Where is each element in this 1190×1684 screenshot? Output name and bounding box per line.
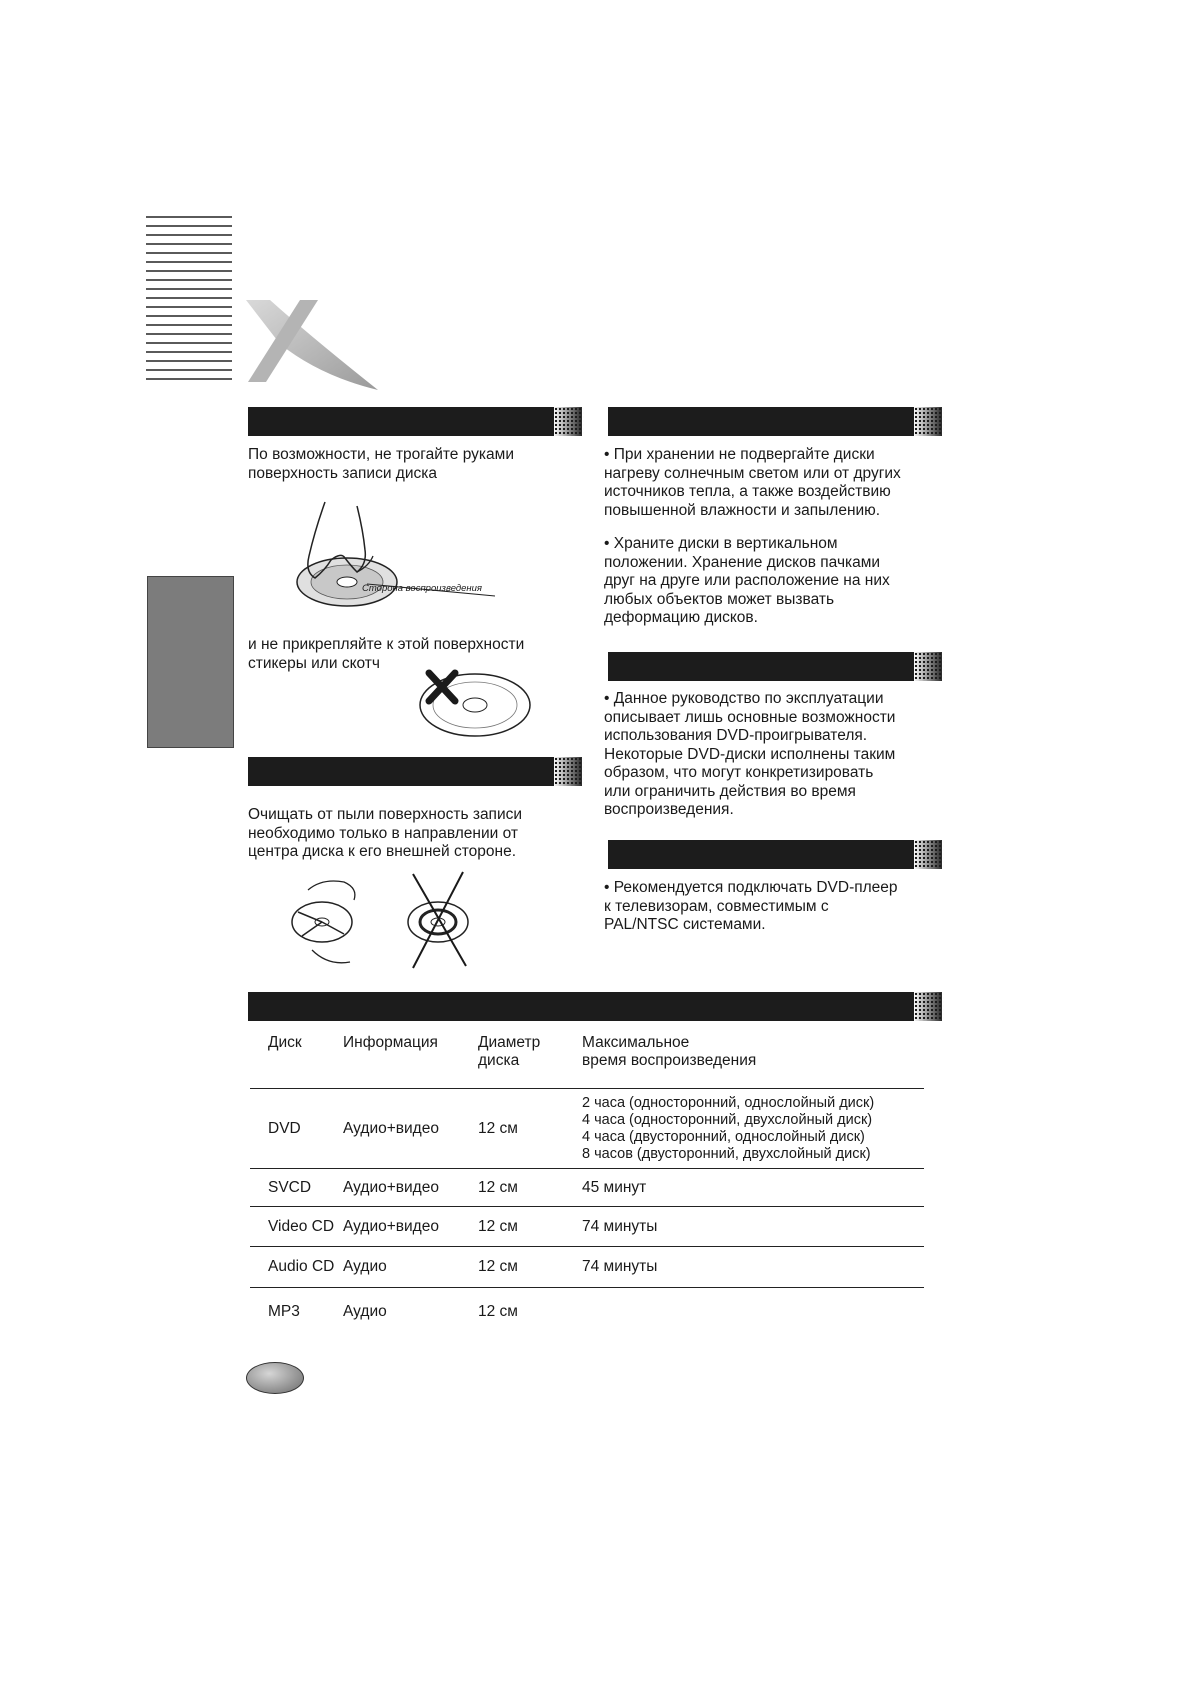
table-row xyxy=(250,1169,924,1207)
header-max-time: Максимальное время воспроизведения xyxy=(582,1034,757,1069)
page-number-oval xyxy=(246,1362,304,1394)
table-row xyxy=(250,1247,924,1288)
section-bar-tv xyxy=(608,840,942,869)
cell-time: 74 минуты xyxy=(582,1247,924,1288)
section-bar-storage xyxy=(608,407,942,436)
disc-no-sticker-illustration xyxy=(415,665,535,740)
table-row xyxy=(250,1207,924,1247)
manual-bullet: • Данное руководство по эксплуатации описывает лишь основные возможности использования DVD-проигрывателя. Некоторые DVD-диски исполнены таким образом, что могут конкретизировать или ограничить действия во время воспроизведения. xyxy=(604,690,896,818)
table-row xyxy=(250,1089,924,1169)
cell-disc: Video CD xyxy=(250,1207,343,1247)
cell-info: Аудио+видео xyxy=(343,1207,478,1247)
cell-disc: Audio CD xyxy=(250,1247,343,1288)
cell-diameter: 12 см xyxy=(478,1169,582,1207)
header-disc: Диск xyxy=(268,1034,302,1051)
handling-text-2: и не прикрепляйте к этой поверхности стикеры или скотч xyxy=(248,636,525,672)
storage-bullet-1: • При хранении не подвергайте диски нагреву солнечным светом или от других источников тепла, а также воздействию повышенной влажности и запылению. xyxy=(604,446,901,519)
hand-holding-disc-illustration xyxy=(285,500,500,620)
section-bar-disc-table xyxy=(248,992,942,1021)
cell-time: 2 часа (односторонний, однослойный диск) 4 часа (односторонний, двухслойный диск) 4 часа (двусторонний, однослойный диск) 8 часов (двусторонний, двухслойный диск) xyxy=(582,1089,924,1169)
cleaning-direction-illustration xyxy=(288,870,488,970)
header-info: Информация xyxy=(343,1034,438,1051)
disc-types-table xyxy=(250,1034,924,1336)
cell-disc: MP3 xyxy=(250,1288,343,1336)
cell-info: Аудио xyxy=(343,1247,478,1288)
cell-diameter: 12 см xyxy=(478,1288,582,1336)
table-row xyxy=(250,1288,924,1336)
section-bar-cleaning xyxy=(248,757,582,786)
cell-disc: SVCD xyxy=(250,1169,343,1207)
header-diameter: Диаметр диска xyxy=(478,1034,541,1069)
cell-diameter: 12 см xyxy=(478,1089,582,1169)
table-header-row xyxy=(250,1034,924,1089)
cell-diameter: 12 см xyxy=(478,1207,582,1247)
cell-info: Аудио+видео xyxy=(343,1169,478,1207)
cleaning-text: Очищать от пыли поверхность записи необходимо только в направлении от центра диска к его внешней стороне. xyxy=(248,806,523,860)
section-bar-manual xyxy=(608,652,942,681)
handling-text-1: По возможности, не трогайте руками поверхность записи диска xyxy=(248,446,514,482)
cell-time xyxy=(582,1288,924,1336)
section-bar-handling xyxy=(248,407,582,436)
cell-time: 45 минут xyxy=(582,1169,924,1207)
cell-info: Аудио xyxy=(343,1288,478,1336)
cell-disc: DVD xyxy=(250,1089,343,1169)
brand-x-logo xyxy=(240,296,380,396)
chapter-side-tab xyxy=(147,576,234,748)
cell-diameter: 12 см xyxy=(478,1247,582,1288)
playback-side-caption: Сторона воспроизведения xyxy=(362,583,482,594)
cell-info: Аудио+видео xyxy=(343,1089,478,1169)
storage-bullet-2: • Храните диски в вертикальном положении. Хранение дисков пачками друг на друге или расположение на них любых объектов может вызвать деформацию дисков. xyxy=(604,535,890,626)
cell-time: 74 минуты xyxy=(582,1207,924,1247)
decorative-stripes xyxy=(146,216,232,386)
tv-bullet: • Рекомендуется подключать DVD-плеер к телевизорам, совместимым с PAL/NTSC системами. xyxy=(604,879,898,933)
